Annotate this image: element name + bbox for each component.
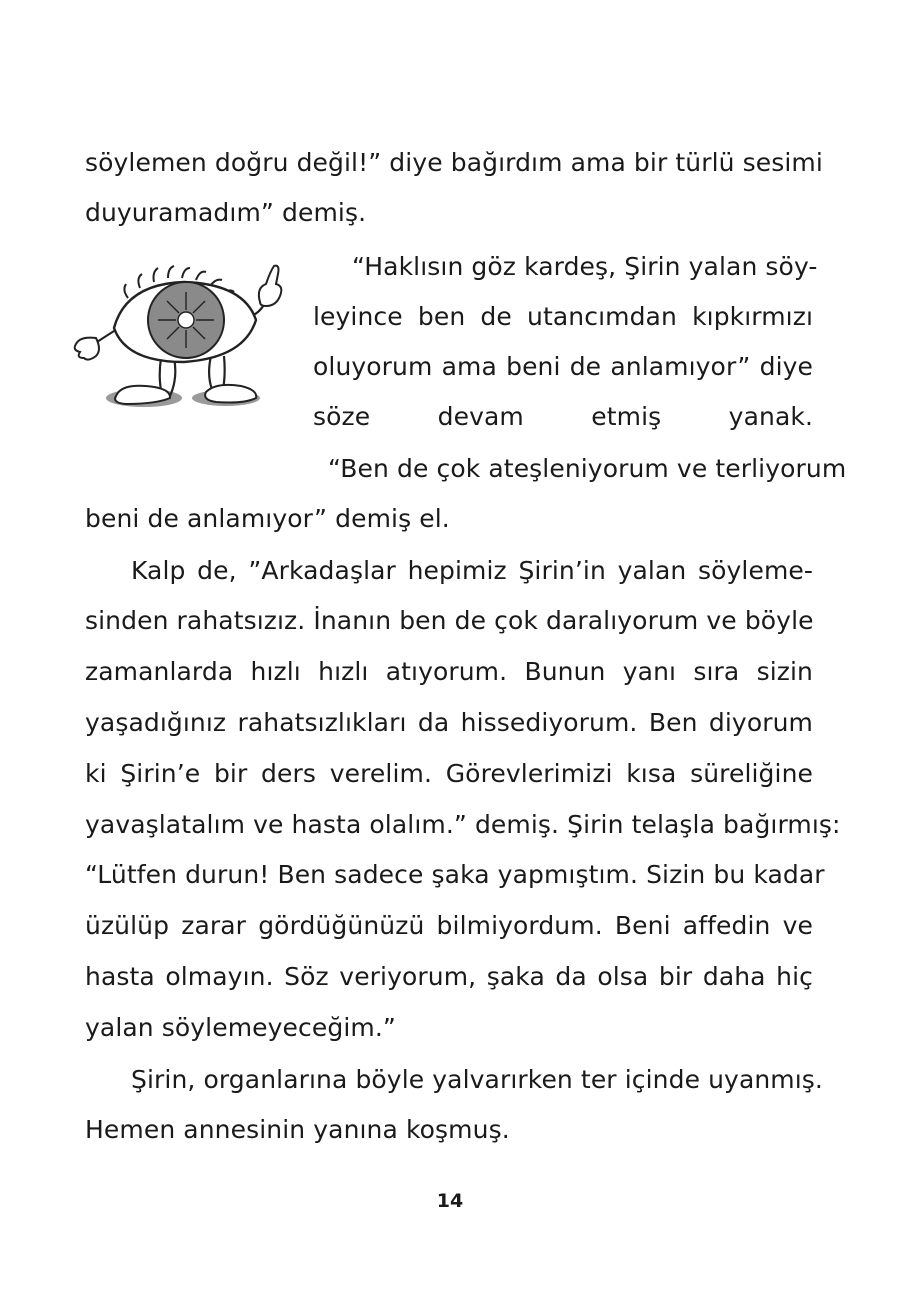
text-line: Hemen annesinin yanına koşmuş.: [85, 1115, 510, 1144]
text-line: hasta olmayın. Söz veriyorum, şaka da olsa bir daha hiç: [85, 962, 813, 991]
text-line: yavaşlatalım ve hasta olalım.” demiş. Şirin telaşla bağırmış:: [85, 810, 841, 839]
eye-character-icon: [66, 258, 322, 428]
text-line: “Haklısın göz kardeş, Şirin yalan söy-: [352, 252, 818, 281]
text-line: söylemen doğru değil!” diye bağırdım ama bir türlü sesimi: [85, 148, 823, 177]
text-line: “Lütfen durun! Ben sadece şaka yapmıştım. Sizin bu kadar: [85, 860, 825, 889]
text-line: leyince ben de utancımdan kıpkırmızı: [313, 302, 813, 331]
text-line: beni de anlamıyor” demiş el.: [85, 504, 450, 533]
text-line: söze devam etmiş yanak.: [313, 402, 813, 431]
text-line: üzülüp zarar gördüğünüzü bilmiyordum. Beni affedin ve: [85, 911, 813, 940]
text-line: ki Şirin’e bir ders verelim. Görevlerimizi kısa süreliğine: [85, 759, 813, 788]
text-line: oluyorum ama beni de anlamıyor” diye: [313, 352, 813, 381]
text-line: Kalp de, ”Arkadaşlar hepimiz Şirin’in yalan söyleme-: [131, 556, 813, 585]
text-line: Şirin, organlarına böyle yalvarırken ter içinde uyanmış.: [131, 1065, 823, 1094]
text-line: yaşadığınız rahatsızlıkları da hissediyorum. Ben diyorum: [85, 708, 813, 737]
text-line: sinden rahatsızız. İnanın ben de çok daralıyorum ve böyle: [85, 606, 814, 635]
text-line: zamanlarda hızlı hızlı atıyorum. Bunun yanı sıra sizin: [85, 657, 813, 686]
text-line: duyuramadım” demiş.: [85, 198, 367, 227]
page-number: 14: [436, 1190, 464, 1212]
text-line: “Ben de çok ateşleniyorum ve terliyorum: [328, 454, 847, 483]
text-line: yalan söylemeyeceğim.”: [85, 1013, 396, 1042]
